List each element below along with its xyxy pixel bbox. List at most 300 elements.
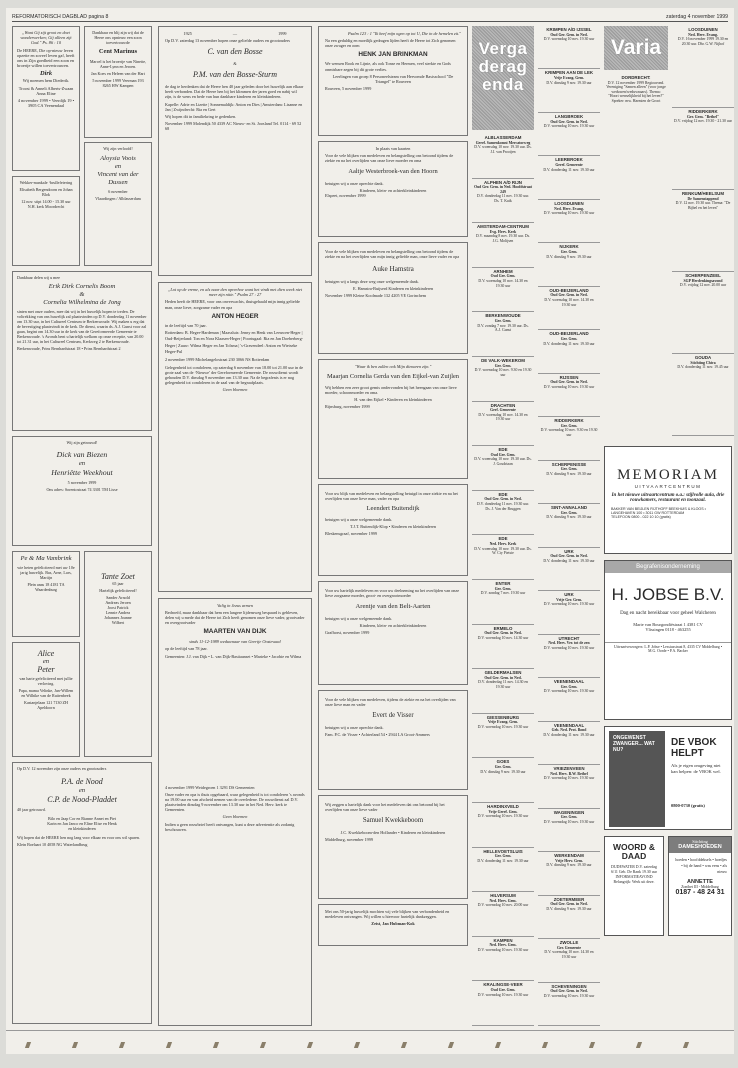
footer-pin: [401, 1042, 407, 1048]
van-dijk-sub: sinds 11-12-1989 weduwnaar van Geertje Oostewaal: [189, 638, 281, 644]
agenda-details: D.V. dinsdag 9 nov. 19.30 uur: [546, 471, 592, 476]
agenda-place: NIJKERK: [559, 244, 579, 250]
footer-pin: [354, 1042, 360, 1048]
anniversary-ad: [12, 762, 152, 1024]
agenda-details: D.V. donderdag 11 nov. 19.30 uur: [477, 858, 529, 863]
eijkel-place: Rijnsburg, november 1999: [325, 404, 370, 410]
jubilee-names: Elisabeth Bergendoorn en Johan Blok: [19, 187, 73, 197]
belt-thanks: betuigen wij u onze welgemeende dank.: [325, 616, 393, 622]
obituary-van-dijk: [158, 598, 312, 1026]
married-en: en: [78, 460, 86, 467]
footer-pin: [213, 1042, 219, 1048]
jobse-info: Uitvaartverzorgers: L.P. Jobse • Lessiusstraat 8, 4335 CV Middelburg • M.G. Oorde • P.A. Backer: [605, 642, 731, 655]
agenda-congregation: Vrije Evang. Gem.: [553, 76, 585, 81]
agenda-congregation: Geb. Ned. Prot. Bond: [551, 728, 587, 733]
agenda-place: HARDINXVELD: [487, 804, 519, 809]
agenda-place: ALBLASSERDAM: [484, 135, 522, 140]
agenda-details: D.V. woensdag 10 nov. 19.30 uur: [543, 37, 595, 42]
agenda-details: D.V. woensdag 10 nov. 19.30 uur: [543, 211, 595, 216]
alice-title: Alice: [37, 649, 55, 658]
marriage-name-1: Erik Dirk Cornelis Boom: [48, 283, 116, 290]
married-name-2: Henriëtte Weekhout: [51, 468, 113, 477]
visser-family: Fam. P.C. de Visser • Achterland 54 • 2944 LA Groot-Ammers: [325, 732, 430, 738]
married-top: Wij zijn getrouwd!: [66, 440, 98, 445]
agenda-details: D.V. 12 nov. 19.30 uur. Thema: "De Bijbel en het leven": [675, 201, 731, 210]
column-2: [158, 26, 312, 1026]
birth2-name: Cent Marinus: [98, 48, 138, 55]
agenda-congregation: Oud Ger. Gem. in Ned.: [484, 675, 522, 680]
agenda-details: D.V. woensdag 10 nov. 19.30 uur: [543, 124, 595, 129]
agenda-place: ALPHEN A/D RIJN: [484, 179, 522, 185]
agenda-place: GOES: [496, 759, 510, 765]
agenda-details: D.V. woensdag 10 nov. 19.30 uur: [477, 992, 529, 997]
anniversary-name-1: P.A. de Nood: [61, 777, 103, 786]
agenda-details: D.V. maandag 8 nov. 19.30 uur. Ds. J.G. Molijsen: [475, 234, 531, 243]
dameshoeden-name: ANNETTE: [687, 879, 713, 885]
agenda-place: WAGENINGEN: [553, 809, 585, 815]
agenda-details: D.V. donderdag 11 nov. 19.30 uur: [543, 341, 595, 346]
agenda-details: D.V. woensdag 10 nov. 19.30 uur: [543, 689, 595, 694]
agenda-congregation: Vrije Geref. Gem.: [488, 809, 518, 814]
agenda-entry: [472, 312, 534, 357]
agenda-details: D.V. woensdag 10 nov. 9.30 en 19.30 uur: [474, 368, 532, 377]
marriage-address: Berkenwoude, Prins Bernhardstraat 18 • Prins Bernhardstraat 2: [17, 346, 121, 351]
agenda-details: D.V. dinsdag 9 nov. 19.30 uur: [546, 80, 592, 85]
agenda-details: D.V. donderdag 11 nov. 19.45 uur: [677, 365, 729, 370]
agenda-details: D.V. donderdag 11 nov. 19.30 uur: [543, 167, 595, 172]
bosse-en: &: [233, 61, 237, 67]
agenda-entry: [538, 765, 600, 808]
engagement-name-2: Vincent van der Dussen: [97, 171, 139, 186]
agenda-place: DE VALK-WEKEROM: [481, 358, 525, 363]
agenda-details: D.V. woensdag 10 nov. 14.30 en 19.30 uur: [544, 298, 594, 307]
agenda-congregation: Ned. Herv. Evang.: [688, 32, 718, 37]
engagement-date: 6 november: [108, 189, 128, 194]
footer-pin: [307, 1042, 313, 1048]
hamstra-text: Voor de vele blijken van medeleven en belangstelling ons betoond tijdens de ziekte en na het overlijden van mijn innig geliefde man, onze lieve vader en opa: [325, 249, 460, 260]
pe-ma-ad: [12, 551, 80, 637]
bosse-dates: 1925 — 1999: [183, 31, 287, 36]
vbok-photo: [609, 731, 665, 827]
agenda-congregation: Ger. Gem.: [494, 764, 512, 769]
agenda-congregation: Ger. Gem. "Bethel": [686, 114, 720, 119]
agenda-congregation: Ger. Gem.: [560, 423, 578, 428]
kwekkeboom-text: Wij zeggen u hartelijk dank voor het medeleven dat ons betoond bij het overlijden van onze lieve vader: [325, 802, 445, 813]
married-date: 5 november 1999: [67, 480, 97, 485]
agenda-congregation: Oud Ger. Gem. in Ned.: [484, 631, 522, 636]
brinkman-place: Rouveen, 5 november 1999: [325, 85, 372, 91]
agenda-details: D.V. dinsdag 9 nov. 19.30 uur: [480, 769, 526, 774]
footer-pin: [589, 1042, 595, 1048]
birth-date: 4 november 1999 • Veerdijk 19 • 3905 CA Veenendaal: [17, 98, 75, 109]
agenda-congregation: Oud Ger. Gem.: [490, 987, 516, 992]
vergaderagenda-logo-text: Vergaderagenda: [478, 39, 528, 94]
agenda-entry: [538, 200, 600, 243]
heger-closing: Geen bloemen: [222, 386, 248, 392]
agenda-place: KRALINGSE-VEER: [483, 982, 523, 988]
agenda-place: SINT-ANNALAND: [550, 505, 588, 511]
agenda-congregation: Vrije Evang. Gem.: [487, 720, 519, 725]
agenda-place: GELDERMALSEN: [484, 670, 522, 676]
agenda-congregation: Oud Ger. Gem. in Ned.: [550, 293, 588, 298]
van-dijk-text: Onze vader en opa is thuis opgebaard, waar gelegenheid is tot condoleren 's avonds na 19.00 uur en van afscheid nemen van de overledene. De rouwdienst zal D.V. plaatsvinden dinsdag 9 november om 13.30 uur in het Ned. Herv. kerk te Gemeenten.: [165, 791, 305, 813]
memoriam-ad: [604, 446, 732, 554]
agenda-entry: [472, 268, 534, 313]
agenda-entry: [672, 26, 734, 108]
agenda-entry: [472, 937, 534, 982]
agenda-entry: [538, 722, 600, 765]
buitendijk-family: T.J.T. Buitendijk-Klop • Kinderen en kleinkinderen: [350, 524, 436, 530]
westerbroek-intro: In plaats van kaarten: [375, 146, 411, 151]
header-left: REFORMATORISCH DAGBLAD pagina 8: [12, 14, 109, 20]
hamstra-notice: [318, 242, 468, 354]
agenda-congregation: Oud Ger. Gem. in Ned.: [484, 497, 522, 502]
footer-pin: [495, 1042, 501, 1048]
agenda-entry: [538, 548, 600, 591]
agenda-congregation: Oud Ger. Gem.: [490, 274, 516, 279]
header-right: zaterdag 4 november 1999: [665, 14, 728, 20]
brinkman-intro: Na een geduldig en moeilijk gedragen lijden heeft de Heere tot Zich genomen onze zwager en oom: [325, 38, 456, 49]
footer-pin: [260, 1042, 266, 1048]
anniversary-bosse-ad: [158, 26, 312, 276]
bosse-kids: Kapelle: Adrie en Lizette | Sonnemaldijk: Anton en Dies | Amsterdam: Lisanne en Jan | Zwijndrecht: Ria en Gert: [165, 101, 303, 112]
agenda-congregation: Ned. Herv. Gem.: [489, 898, 517, 903]
dameshoeden-items: hoeden • hoofddeksels • hoedjes • bij de hand • was eens • als nieuw: [675, 857, 727, 874]
column-5-agenda: [538, 26, 600, 1026]
agenda-entry: [472, 714, 534, 759]
column-3: [318, 26, 468, 1026]
van-dijk-date: 4 november 1999 Weidegroen 1 3291 DS Gemeenten: [165, 784, 255, 790]
agenda-details: D.V. zondag 7 nov. 19.30 uur. Ds. A.J. Gunst: [477, 323, 529, 333]
agenda-entry: [472, 892, 534, 937]
agenda-place: VEENENDAAL: [553, 722, 585, 728]
agenda-congregation: Ger. Gem.: [560, 684, 578, 689]
agenda-place: RIJSSEN: [559, 374, 579, 380]
agenda-congregation: Oud Ger. Gem. in Ned.: [550, 902, 588, 907]
birth2-parents: Jan Koes en Heleen van der Hart: [91, 71, 145, 76]
agenda-place: RENKUM/HEELSUM: [682, 191, 724, 196]
column-1: [12, 26, 152, 1026]
woord-daad-ad: [604, 836, 664, 936]
agenda-congregation: Geref. Gemeente: [555, 163, 583, 168]
agenda-place: RIDDERKERK: [554, 418, 584, 424]
van-den-belt-notice: [318, 581, 468, 685]
anniversary-name-2: C.P. de Nood-Pladdet: [47, 795, 117, 804]
agenda-entry: [538, 461, 600, 504]
agenda-place: SCHEVENINGEN: [551, 983, 587, 989]
anniversary-address: Klein Boelaart 10 4058 NG Waterlandbrug: [17, 842, 88, 847]
agenda-place: ARNHEM: [493, 268, 513, 274]
birth2-top: Dankbaar en blij zijn wij dat de Heere ons opnieuw een zoon toevertrouwde: [92, 30, 144, 45]
birth-ad: [12, 26, 80, 171]
van-dijk-intro: Bedroefd, maar dankbaar dat hem een langere lijdensweg bespaard is gebleven, delen wij u mede dat de Heere tot Zich heeft genomen onze lieve vader, grootvader en overgrootvader: [165, 610, 305, 626]
agenda-entry: [472, 669, 534, 714]
vergaderagenda-logo: [472, 26, 534, 130]
agenda-entry: [538, 939, 600, 982]
footer-pin: [542, 1042, 548, 1048]
van-dijk-final: Indien u geen rouwbrief heeft ontvangen, kunt u deze advertentie als zodanig beschouwen.: [165, 821, 295, 832]
agenda-entry: [472, 758, 534, 803]
agenda-details: D.V. dinsdag 9 nov. 19.30 uur: [546, 515, 592, 520]
page-footer: [6, 1030, 734, 1054]
footer-pin: [72, 1042, 78, 1048]
footer-pin: [683, 1042, 689, 1048]
agenda-entry: [472, 535, 534, 580]
agenda-entry: [538, 156, 600, 199]
birth-name: Dirk: [39, 70, 53, 78]
bosse-name-2: P.M. van den Bosse-Sturm: [192, 70, 278, 80]
vbok-title: DE VBOK HELPT: [671, 737, 717, 759]
westerbroek-thanks: betuigen wij u onze oprechte dank.: [325, 181, 384, 187]
agenda-congregation: Vrije Herv. Gem.: [555, 858, 583, 863]
visser-text: Voor de vele blijken van medeleven, tijdens de ziekte en na het overlijden van onze lieve man en vader: [325, 697, 456, 708]
agenda-details: D.V. woensdag 10 nov. 19.30 uur: [543, 993, 595, 998]
agenda-details: D.V. woensdag 10 nov. 19.30 uur: [543, 819, 595, 824]
jubilee-title: Wekker-mankale ‘brullefeiering: [19, 180, 73, 185]
tante-text: Hartelijk gefeliciteerd!: [99, 588, 137, 593]
agenda-entry: [472, 134, 534, 179]
agenda-place: DRACHTEN: [490, 402, 516, 408]
memoriam-title: MEMORIAM: [617, 467, 719, 483]
married-address: Ons adres: Sorentostraat 74 3301 TM Lisse: [46, 487, 118, 492]
belt-family: Kinderen, klein- en achterkleinkinderen: [359, 623, 427, 629]
jobse-text: Dag en nacht bereikbaar voor geheel Walcheren: [620, 611, 716, 616]
birth-intro: De HEERE, Die op-nieuw leven opzette en zoveel leven gaf, heeft ons in Zijn goedheid een zoon en broertje willen toevertrouwen.: [17, 47, 75, 69]
agenda-details: D.V. 16 november 1999 19.30 en 20.30 uur. Dhr. G.W. Nijhof: [677, 37, 729, 46]
birth2-text: Marcel is het broertje van Ninette, Anne-Lynn en Jeroen.: [89, 59, 147, 69]
alice-address: Kastanjelaan 121 7130 ZH Apeldoorn: [24, 700, 68, 710]
anniversary-en: en: [78, 787, 86, 794]
bosse-text: de dag te herdenken dat de Heere hen 40 jaar geleden door het huwelijk aan elkaar heeft verbonden. Dat de Heere hen bij het klimmen der jaren goed en nabij wil zijn, is de wens en bede van hun dankbare kinderen en kleinkinderen.: [165, 84, 304, 100]
agenda-details: D.V. donderdag 11 nov. 19.30 uur. Ds. T. Kuik: [476, 194, 530, 203]
brinkman-verse: Psalm 123 : 1 "Ik heef mijn ogen op tot U, Die in de hemelen zit.": [347, 31, 461, 36]
heger-age: in de leeftijd van 70 jaar.: [165, 322, 207, 328]
kwekkeboom-place: Middelburg, november 1999: [325, 837, 373, 843]
agenda-place: KRIMPEN A/D IJSSEL: [546, 27, 592, 32]
agenda-congregation: Oud Ger. Gem. in Ned.: [550, 119, 588, 124]
kwekkeboom-family: J.C. Kwekkeboom-den Hollander • Kinderen en kleinkinderen: [340, 830, 446, 836]
buitendijk-name: Leendert Buitendijk: [366, 505, 420, 513]
agenda-congregation: Ger. Gem.: [560, 467, 578, 472]
married-name-1: Dick van Biezen: [56, 450, 108, 459]
agenda-details: D.V. donderdag 11 nov. 19.30 uur: [543, 558, 595, 563]
agenda-congregation: SGP Herdenkingsavond: [683, 278, 723, 283]
agenda-entry: [672, 272, 734, 354]
agenda-congregation: Ned. Herv. B.W. Bethel: [550, 771, 588, 776]
agenda-list-1: [472, 134, 534, 1026]
hubman-notice: [318, 904, 468, 946]
eijkel-name: Maarjan Cornelia Gerda van den Eijkel-van Zuijlen: [326, 373, 460, 381]
bosse-address: November 1999 Molendijk 50 4339 AC Nieuw- en St. Joosland Tel. 0114 - 69 52 68: [165, 120, 302, 131]
westerbroek-family: Kinderen, klein- en achterkleinkinderen: [359, 188, 427, 194]
birth-verse: „Want Gij zijt groot en doet wonderwerken; Gij alleen zijt God." Ps. 86 : 10: [20, 30, 72, 46]
varia-text: D.V. 12 november 1999 Regioavond. Vereniging "Samen alleen" (voor jonge weduwen/weduwnaars). Thema: "Hoort wenselijkheid bij het leven?" Spreker: mw. Harmien de Groot: [606, 80, 666, 103]
marriage-intro: Dankbaar delen wij u mee: [17, 275, 60, 280]
pe-ma-address: Plein anas 18 4181 TA Waardenburg: [27, 582, 65, 592]
vbok-text: Als je eigen omgeving niet kan helpen: de VBOK wel.: [671, 763, 721, 774]
agenda-entry: [538, 287, 600, 330]
agenda-details: D.V. woensdag 10 nov. 20.00 uur: [477, 903, 529, 908]
agenda-details: D.V. woensdag 10 nov. 14.30 en 19.30 uur: [478, 412, 528, 422]
agenda-details: D.V. vrijdag 12 nov. 19.30 - 21.30 uur: [674, 119, 732, 124]
birth-ad-2: [84, 26, 152, 138]
pe-ma-title: Pe & Ma Vambrink: [20, 555, 72, 562]
agenda-entry: [538, 678, 600, 721]
dameshoeden-address: Zonibet III - Middelburg: [681, 885, 719, 889]
buitendijk-text: Voor uw blijk van medeleven en belangstelling betuigd in onze ziekte en na het overlijden van onze lieve man, vader en opa: [325, 491, 458, 502]
belt-name: Arentje van den Belt-Aarten: [355, 603, 431, 611]
agenda-details: D.V. woensdag 10 nov. 19.30 uur: [543, 385, 595, 389]
agenda-entry: [538, 896, 600, 939]
pe-ma-text: wie heten gefeliciteerd met uw 10e jarig huwelijk. Bas, Arne, Lars, Martijn: [17, 565, 75, 580]
kwekkeboom-notice: [318, 795, 468, 899]
agenda-details: D.V. zondag 7 nov. 19.30 uur: [480, 591, 526, 596]
agenda-details: D.V. woensdag 10 nov. 9.30 en 19.30 uur: [540, 428, 598, 438]
engagement-en: en: [114, 163, 122, 170]
agenda-congregation: Vrije Ger. Gem.: [556, 597, 582, 602]
agenda-entry: [672, 108, 734, 190]
agenda-place: ZWOLLE: [559, 940, 579, 946]
agenda-congregation: Oud Ger. Gem. in Ned. Hoofdstraat 249: [474, 185, 532, 194]
jobse-ad: [604, 560, 732, 720]
agenda-congregation: Ger. Gem.: [494, 363, 512, 368]
hamstra-family: E. Hamstra-Buijserd Kinderen en kleinkinderen: [352, 286, 434, 292]
agenda-place: LANGBROEK: [554, 113, 584, 119]
memoriam-sub: UITVAARTCENTRUM: [634, 484, 702, 489]
agenda-congregation: Ned. Herv. Evang.: [554, 206, 584, 211]
vbok-tag: ONGEWENST ZWANGER... WAT NU?: [613, 735, 655, 753]
agenda-details: D.V. woensdag 10 nov. 14.30 en 19.30 uur: [544, 950, 594, 959]
agenda-entry: [472, 446, 534, 491]
agenda-congregation: Oud Ger. Gem. in Ned.: [550, 380, 588, 385]
agenda-congregation: Oud Ger. Gem. in Ned.: [550, 554, 588, 559]
de-visser-notice: [318, 690, 468, 790]
marriage-text: sinten met onze ouders, mee dat wij in het huwelijk hopen te treden. De voltrekking van ons huwelijk zal plaatsvinden op D.V. donderdag 11 november om 13.30 uur, in het Cultureel Centrum te Berkenwoude. Wij maken u erg dat de bevestiging plaatsvindt in de kerk. De dienst, waarin ds. A.J. Gunst voor zal gaan, begint om 14.30 uur in de kerk van de Gereformeerde Gemeente te Berkenwoude. 's Avonds bent u hartelijk welkom op onze receptie, van 20.00 tot 21.31 uur, in het Cultureel Centrum, Kerkweg 2 te Berkenwoude.: [17, 309, 147, 344]
agenda-place: VRIEZENVEEN: [553, 766, 585, 772]
engagement-top: Wij zijn verloofd!: [103, 146, 133, 151]
agenda-entry: [472, 981, 534, 1026]
varia-item: [604, 74, 668, 174]
agenda-details: D.V. donderdag 11 nov. 19.30 uur: [543, 732, 595, 737]
footer-pin: [448, 1042, 454, 1048]
agenda-entry: [672, 190, 734, 272]
tante-names: Sander Arnold Andreas Jeroen Joost Patrick Lennie Andrea Johannes Joanne Wilbert: [104, 595, 132, 625]
dameshoeden-ad: [668, 836, 732, 936]
alice-family: Papa, mama Velinke, Jan-Willem en Wilhike van de Ruitenbeek: [18, 688, 74, 698]
agenda-entry: [472, 402, 534, 447]
engagement-name-1: Aloysia Voois: [100, 155, 136, 162]
agenda-place: VEENENDAAL: [553, 679, 585, 685]
agenda-entry: [538, 504, 600, 547]
agenda-congregation: Ger. Gemeente: [556, 945, 582, 950]
column-4-agenda: [472, 26, 534, 1026]
agenda-congregation: Ger. Gem.: [494, 318, 512, 323]
agenda-place: HELLEVOETSLUIS: [483, 848, 523, 854]
agenda-congregation: Oud Ger. Gem. in Ned.: [550, 989, 588, 994]
tante-sub: 65 jaar: [112, 581, 124, 586]
agenda-congregation: Ned. Herv. Gem.: [489, 943, 517, 948]
westerbroek-text: Voor de vele blijken van medeleven en belangstelling ons betoond tijdens de ziekte en na het overlijden van onze lieve moeder en oma: [325, 153, 454, 164]
varia-list: [672, 26, 734, 436]
agenda-congregation: Gerf. Gemeente: [490, 408, 516, 413]
bosse-closing: Wij hopen dit in familiekring te gedenken.: [165, 113, 237, 119]
footer-pin: [25, 1042, 31, 1048]
agenda-congregation: Ger. Gem.: [560, 249, 578, 254]
agenda-congregation: Ger. Gem.: [494, 586, 512, 591]
agenda-details: D.V. woensdag 10 nov. 19.30 uur: [477, 724, 529, 729]
agenda-details: D.V. woensdag 10 nov. 19.30 uur: [477, 814, 529, 819]
agenda-congregation: Ned. Herv. Ver. tot de zen: [548, 641, 590, 646]
eijkel-text: Wij hebben een zeer groot gemis ondervonden bij het heengaan van onze lieve moeder, schoonmoeder en oma.: [325, 385, 457, 396]
agenda-place: ENTER: [495, 581, 511, 586]
agenda-place: URK: [564, 592, 574, 598]
agenda-place: SCHERPENZEEL: [685, 273, 721, 278]
agenda-place: ERMELO: [493, 625, 513, 631]
agenda-place: LEERBROEK: [555, 157, 583, 163]
brinkman-name: HENK JAN BRINKMAN: [358, 51, 428, 59]
hamstra-name: Auke Hamstra: [372, 265, 414, 274]
obituary-heger: [158, 282, 312, 592]
heger-intro: Heden heeft de HEERE, voor ons onverwachts, thuisgehaald mijn innig geliefde man, onze lieve, zorgzame vader en opa: [165, 299, 300, 310]
married-ad: [12, 436, 152, 546]
brinkman-family: Leerlingen van groep 8 Personeelsteam van Hervomde Basisschool "De Triangel" te Rouveen: [332, 73, 454, 84]
heger-family: Rotterdam: B. Heger-Hardeman | Maassluis: Jenny en Henk van Leeuwen-Heger | Oud-Beijerland: Ton en Nora Klaasen-Heger | Poortugaal: Ria en Jan Doeberberg-Heger | Zuuw: Wilma Heger en Jan Tolsma | 's-Gravendeel: Anton en Wietseke Heger-Pul: [165, 329, 304, 354]
alice-name: Peter: [37, 665, 55, 674]
woord-text: DUDEWATER D.V. zaterdag 6/11 Geb. De Rank 19.30 uur INFORMATIEAVOND Belangrijk: Werk uit deze.: [611, 865, 657, 884]
brinkman-notice: [318, 26, 468, 136]
agenda-entry: [472, 357, 534, 402]
jobse-name: H. JOBSE B.V.: [611, 585, 725, 604]
agenda-details: D.V. woensdag 10 nov. 19.30 uur: [543, 645, 595, 650]
westerbroek-notice: [318, 141, 468, 237]
agenda-entry: [538, 69, 600, 112]
agenda-details: D.V. woensdag 10 nov. 19.30 uur. Ds. J. Goudriaan: [474, 457, 532, 466]
agenda-congregation: Ger. Gem.: [494, 854, 512, 859]
agenda-entry: [538, 417, 600, 460]
agenda-details: D.V. woensdag 10 nov. 19.30 uur: [543, 602, 595, 607]
agenda-details: D.V. donderdag 11 nov. 14.30 en 19.30 uur: [478, 680, 528, 689]
dameshoeden-title: DAMESHOEDEN: [669, 844, 731, 853]
footer-pin: [119, 1042, 125, 1048]
woord-title: WOORD & DAAD: [612, 842, 656, 861]
buitendijk-notice: [318, 484, 468, 576]
agenda-place: ZOETERMEER: [553, 896, 585, 902]
varia-logo: [604, 26, 668, 70]
agenda-entry: [672, 354, 734, 436]
hamstra-thanks: betuigen wij u langs deze weg onze welgemeende dank.: [325, 279, 419, 285]
bosse-name-1: C. van den Bosse: [207, 47, 263, 57]
agenda-details: D.V. vrijdag 12 nov. 20.00 uur: [679, 283, 727, 288]
heger-date: 2 november 1999 Michelangelostraat 230 3066 NS Rotterdam: [165, 357, 270, 363]
dameshoeden-phone: 0187 - 48 24 31: [675, 889, 725, 896]
agenda-place: WERKENDAM: [554, 853, 584, 859]
agenda-entry: [472, 491, 534, 536]
agenda-congregation: Oud Ger. Gem. in Ned.: [550, 32, 588, 37]
agenda-congregation: Ger. Gem.: [560, 336, 578, 341]
agenda-entry: [538, 330, 600, 373]
eijkel-family: H. van den Eijkel • Kinderen en kleinkinderen: [354, 397, 432, 403]
agenda-place: BERKENWOUDE: [485, 313, 521, 319]
varia-logo-text: Varia: [610, 36, 662, 59]
page-header: [12, 12, 728, 22]
agenda-list-2: [538, 26, 600, 1026]
agenda-place: EDE: [498, 447, 508, 453]
agenda-details: D.V. woensdag 10 nov. 14.30 en 19.30 uur: [478, 278, 528, 288]
agenda-place: GIESSENBURG: [486, 714, 520, 720]
dameshoeden-tag: Stichting: [669, 837, 731, 844]
agenda-details: D.V. dinsdag 9 nov. 19.30 uur: [546, 906, 592, 911]
belt-place: Grafhorst, november 1999: [325, 630, 370, 636]
